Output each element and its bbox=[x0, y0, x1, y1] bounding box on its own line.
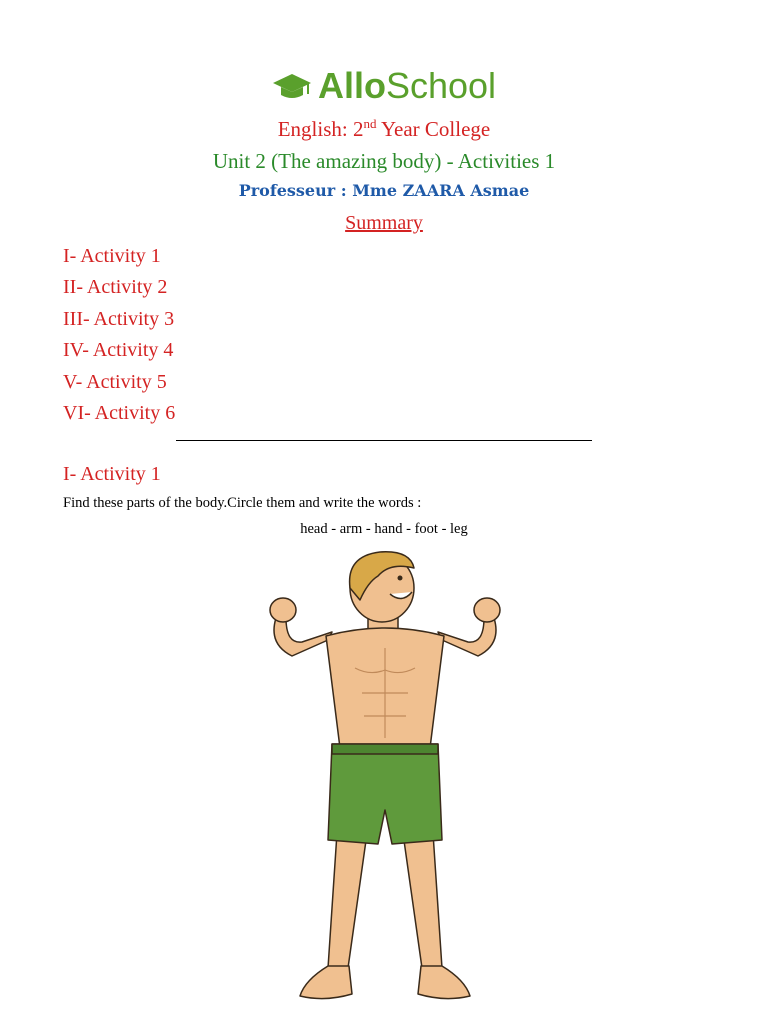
summary-heading: Summary bbox=[345, 212, 423, 234]
title-superscript: nd bbox=[363, 116, 377, 131]
title-prefix: English: 2 bbox=[277, 117, 364, 141]
section-divider bbox=[176, 440, 592, 441]
logo-text bbox=[318, 66, 496, 106]
title-suffix: Year College bbox=[376, 117, 491, 141]
summary-item[interactable]: V- Activity 5 bbox=[63, 370, 167, 393]
logo-bold: Allo bbox=[317, 65, 386, 106]
graduation-cap-icon bbox=[272, 70, 312, 102]
summary-item[interactable]: III- Activity 3 bbox=[63, 307, 175, 330]
body-illustration bbox=[250, 548, 520, 1018]
summary-item[interactable]: VI- Activity 6 bbox=[63, 401, 176, 424]
alloschool-logo bbox=[0, 66, 768, 106]
unit-subtitle: Unit 2 (The amazing body) - Activities 1 bbox=[212, 149, 556, 173]
summary-item[interactable]: II- Activity 2 bbox=[63, 276, 168, 299]
document-title bbox=[0, 116, 768, 142]
logo-regular: School bbox=[385, 65, 497, 106]
activity-1-heading: I- Activity 1 bbox=[63, 463, 161, 485]
activity-1-word-list: head - arm - hand - foot - leg bbox=[300, 521, 468, 537]
professor-line: Professeur : Mme ZAARA Asmae bbox=[238, 181, 530, 200]
summary-item[interactable]: IV- Activity 4 bbox=[63, 339, 174, 362]
summary-list bbox=[63, 243, 175, 431]
activity-1-instruction: Find these parts of the body.Circle them and write the words : bbox=[63, 495, 422, 511]
summary-item[interactable]: I- Activity 1 bbox=[63, 245, 161, 267]
